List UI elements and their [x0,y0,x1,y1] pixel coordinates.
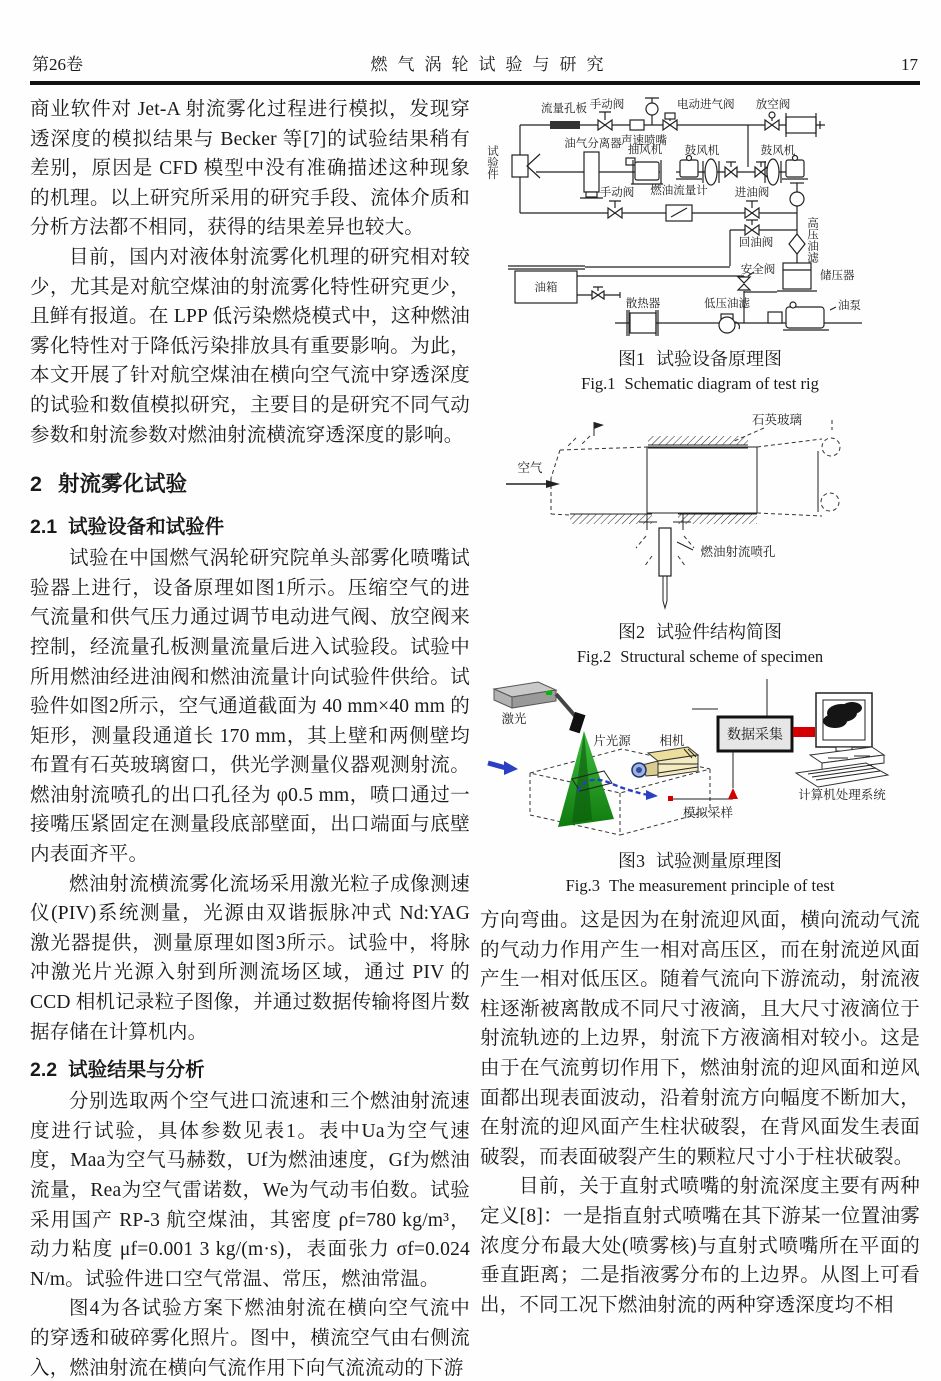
orifice-plate-icon [550,121,580,129]
label-sheet-light: 片光源 [593,734,631,748]
fig3-measurement-principle [480,677,925,845]
pin-flag-icon [594,422,604,429]
pressure-gauge-icon [790,192,804,206]
label-computer-system: 计算机处理系统 [798,788,886,802]
fig2-specimen-structure [480,404,920,616]
fig1-caption-zh: 图1 试验设备原理图 [618,349,782,369]
paragraph: 试验在中国燃气涡轮研究院单头部雾化喷嘴试验器上进行，设备原理如图1所示。压缩空气的进气流量和供气压力通过调节电动进气阀、放空阀来控制，经流量孔板测量流量后进入试验段。试验中所用燃油经进油阀和燃油流量计向试验件供给。试验件如图2所示，空气通道截面为 40 mm×40 mm 的矩形，测量段通道长 170 mm，其上壁和两侧壁均布置有石英玻璃窗口，供光学测量仪器观测射流。燃油射流喷孔的出口孔径为 φ0.5 mm，喷口通过一接嘴压紧固定在测量段底部壁面，出口端面与底壁内表面齐平。 [30,548,470,866]
label-flow-orifice: 流量孔板 [541,103,587,115]
blower-motor-icon [680,160,698,177]
section-heading-2-1: 2.1 试验设备和试验件 [30,516,225,539]
label-oil-return-valve: 回油阀 [738,237,774,249]
sampling-point [668,796,673,801]
figure-1 [480,95,920,394]
fig2-caption-zh: 图2 试验件结构简图 [618,622,782,642]
fig3-caption-en: Fig.3 The measurement principle of test [565,876,835,895]
fig1-caption-en: Fig.1 Schematic diagram of test rig [581,374,819,393]
radiator-icon [630,313,656,333]
paragraph: 目前，国内对液体射流雾化机理的研究相对较少，尤其是对航空煤油的射流雾化特性研究更少，且鲜有报道。在 LPP 低污染燃烧模式中，这种燃油雾化特性对于降低污染排放具有重要影响。为此，本文开展了针对航空煤油在横向空气流中穿透深度的试验和数值模拟研究，主要目的是研究不同气动参数和射流参数对燃油射流横流穿透深度的影响。 [30,246,470,446]
page-header [30,50,920,81]
label-separator: 油气分离器 [564,138,622,150]
section-heading-2-2: 2.2 试验结果与分析 [30,1059,205,1082]
label-data-acquisition: 数据采集 [727,728,783,743]
accumulator-icon [783,263,811,289]
sheet-optic-icon [569,712,585,733]
left-column [30,95,470,1381]
measurement-section [647,447,757,513]
label-camera: 相机 [659,734,685,748]
label-specimen: 试验件 [486,145,498,180]
oil-return-valve-icon [745,225,759,235]
label-fuel-jet-orifice: 燃油射流喷孔 [700,545,776,559]
label-air: 空气 [517,461,543,475]
electric-intake-valve-icon [663,120,677,130]
specimen-box [512,155,528,177]
sonic-nozzle-icon [630,120,644,130]
paragraph: 目前，关于直射式喷嘴的射流深度主要有两种定义[8]：一是指直射式喷嘴在其下游某一位置油雾浓度分布最大处(喷雾核)与直射式喷嘴所在平面的垂直距离；二是指液雾分布的上边界。从图上可看出，不同工况下燃油射流的两种穿透深度均不相 [480,1176,920,1316]
page-number: 17 [901,55,918,74]
label-manual-valve: 手动阀 [589,99,625,111]
label-quartz-glass: 石英玻璃 [751,413,803,427]
exhaust-fan-icon [635,162,659,180]
label-exhaust-fan: 抽风机 [627,144,663,156]
drain-valve-icon [592,291,604,299]
label-safety-valve: 安全阀 [740,264,776,276]
sampling-arrow [728,788,738,799]
label-fuel-flowmeter: 燃油流量计 [650,185,708,197]
label-oil-tank: 油箱 [534,282,558,294]
figure-2 [480,404,920,667]
blower-fan-icon [767,159,779,185]
label-blower-right: 鼓风机 [760,145,796,157]
fig2-caption-en: Fig.2 Structural scheme of specimen [576,647,824,666]
inlet-dashed-outline [551,436,647,515]
fig3-caption-zh: 图3 试验测量原理图 [618,851,782,871]
paragraph: 方向弯曲。这是因为在射流迎风面，横向流动气流的气动力作用产生一相对高压区，而在射流逆风面产生一相对低压区。随着气流向下游流动，射流液柱逐渐被离散成不同尺寸液滴，且大尺寸液滴位于射流轨迹的上边界，射流下方液滴相对较小。这是由于在气流剪切作用下，燃油射流的迎风面和逆风面都出现表面波动，沿着射流方向幅度不断加大，在射流的迎风面产生柱状破裂，在背风面发生表面破裂，而表面破裂产生的颗粒尺寸小于柱状破裂。 [480,910,920,1168]
vent-valve-icon [765,120,779,130]
volume-label: 第26卷 [32,55,83,74]
manual-valve-icon [598,120,612,130]
label-analog-sampling: 模拟采样 [682,806,734,820]
pump-motor-icon [786,307,824,328]
paragraph: 图4为各试验方案下燃油射流在横向空气流中的穿透和破碎雾化照片。图中，横流空气由右侧流入，燃油射流在横向气流作用下向气流流动的下游 [30,1298,470,1379]
valve-actuator-icon [665,113,675,119]
right-column [480,95,920,1381]
laser-beam [556,694,576,717]
bolt-hole-icon [821,493,839,511]
paragraph: 商业软件对 Jet-A 射流雾化过程进行模拟，发现穿透深度的模拟结果与 Becker 等[7]的试验结果稍有差别，原因是 CFD 模型中没有准确描述这种现象的机理。以上研究所采用的研究手段、流体介质和分析方法都不相同，获得的结果差异也较大。 [30,99,470,239]
label-electric-intake-valve: 电动进气阀 [677,99,735,111]
red-connector [793,727,815,737]
journal-title: 燃气涡轮试验与研究 [370,55,614,74]
exhaust-fan-motor-icon [626,158,635,165]
paragraph: 燃油射流横流雾化流场采用激光粒子成像测速仪(PIV)系统测量，光源由双谐振脉冲式 Nd:YAG 激光器提供，测量原理如图3所示。试验中，将脉冲激光片光源入射到所测流场区域，通过 PIV 的 CCD 相机记录粒子图像，并通过数据传输将图片数据存储在计算机内。 [30,873,470,1043]
valve-actuator-icon [769,112,775,118]
label-vent-valve: 放空阀 [755,99,791,111]
hp-filter-icon [789,234,805,254]
pump-head-icon [768,312,782,323]
label-accumulator: 储压器 [820,270,855,282]
header-rule [30,81,920,85]
section-heading-2: 2 射流雾化试验 [30,472,187,497]
paragraph: 分别选取两个空气进口流速和三个燃油射流速度进行试验，具体参数见表1。表中Ua为空气速度，Maa为空气马赫数，Uf为燃油速度，Gf为燃油流量，Rea为空气雷诺数，We为气动韦伯数。试验采用国产 RP-3 航空煤油，其密度 ρf=780 kg/m³，动力粘度 μf=0.001 3 kg/(m·s)，表面张力 σf=0.024 N/m。试验件进口空气常温、常压，燃油常温。 [30,1091,470,1290]
laser-emitter-icon [546,691,552,695]
separator-icon [584,152,599,192]
label-lp-filter: 低压油滤 [704,298,750,310]
label-oil-inlet-valve: 进油阀 [734,187,770,199]
label-oil-pump: 油泵 [838,300,861,312]
label-laser: 激光 [501,712,527,726]
blower-motor-icon [786,160,804,177]
injector-tube [659,528,671,576]
quartz-window-hatch [648,436,748,445]
fig1-test-rig-schematic [480,95,920,343]
blower-valve-icon [725,167,737,177]
figure-3 [480,677,920,896]
label-hp-filter: 高压油滤 [806,217,818,263]
oil-inlet-valve-icon [745,208,759,218]
label-radiator: 散热器 [625,298,661,310]
specimen-nozzle [527,154,540,178]
label-blower-left: 鼓风机 [684,145,720,157]
pressure-gauge-icon [646,103,658,115]
keyboard-icon [796,763,888,787]
manual-valve-fuel-icon [608,208,622,218]
inflow-arrow [488,763,506,768]
label-manual-valve-fuel: 手动阀 [599,187,635,199]
label-sonic-nozzle: 声速喷嘴 [621,135,667,147]
blower-fan-icon [705,159,717,185]
muffler-cylinder-icon [786,117,816,133]
safety-valve-icon [738,277,750,290]
bolt-hole-icon [822,438,840,456]
